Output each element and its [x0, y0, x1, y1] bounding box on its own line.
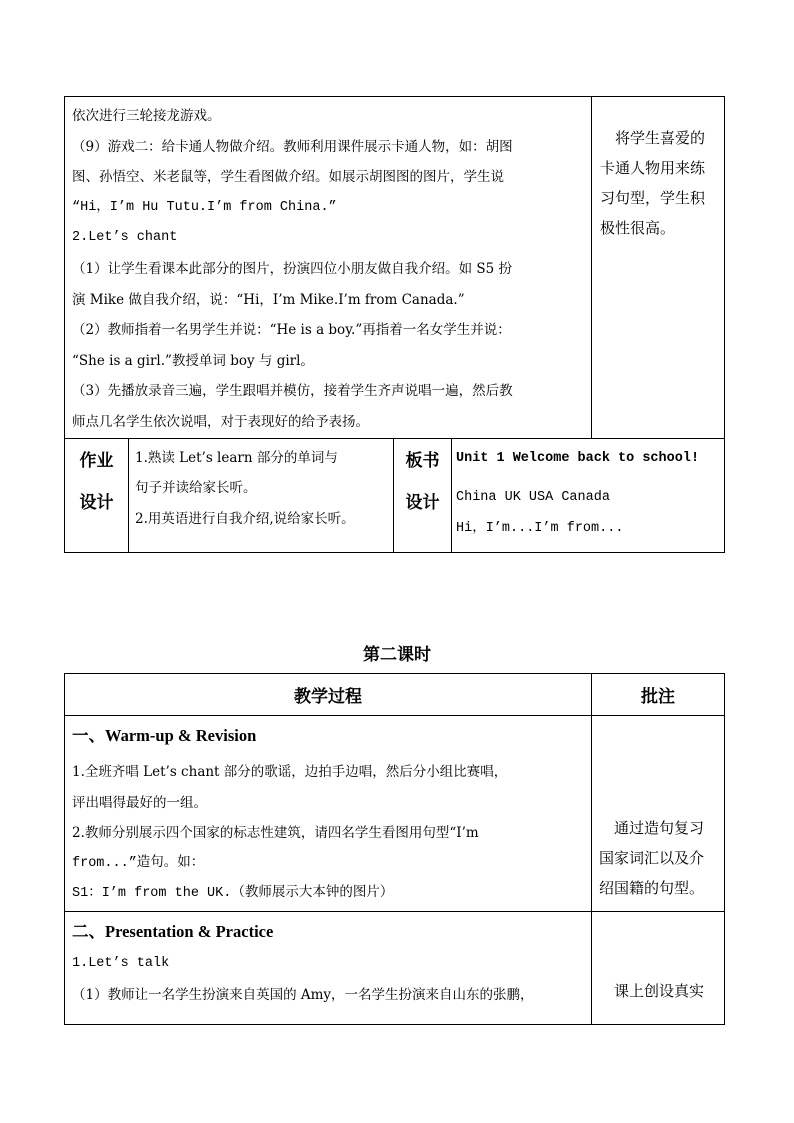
process-line: 2.Let’s chant — [72, 230, 178, 246]
header-row — [65, 674, 725, 716]
process-row — [65, 97, 725, 439]
section1-note-line: 绍国籍的句型。 — [599, 879, 705, 897]
section1-cell — [65, 716, 592, 912]
section1-note-line: 国家词汇以及介 — [599, 849, 705, 867]
board-line: China UK USA Canada — [456, 489, 610, 505]
homework-line: 1.熟读 Let’s learn 部分的单词与 — [135, 449, 338, 466]
board-label: 板书 — [405, 450, 440, 471]
section2-line: （1）教师让一名学生扮演来自英国的 Amy，一名学生扮演来自山东的张鹏， — [72, 986, 534, 1003]
note-line: 极性很高。 — [600, 219, 676, 237]
board-label: 设计 — [405, 492, 440, 513]
board-title: Unit 1 Welcome back to school! — [456, 450, 700, 466]
process-line: “Hi，I’m Hu Tutu.I’m from China.” — [72, 199, 337, 215]
section1-row — [65, 716, 725, 912]
board-label-cell — [394, 438, 452, 552]
note-line: 卡通人物用来练 — [600, 159, 706, 177]
section1-line: 2.教师分别展示四个国家的标志性建筑，请四名学生看图用句型“I’m — [72, 825, 479, 842]
process-line: （3）先播放录音三遍，学生跟唱并模仿，接着学生齐声说唱一遍，然后教 — [72, 383, 513, 400]
lesson-title: 第二课时 — [363, 645, 431, 665]
process-cell — [65, 97, 592, 439]
process-line: 师点几名学生依次说唱，对于表现好的给予表扬。 — [72, 413, 369, 430]
section2-title: 二、Presentation & Practice — [72, 922, 274, 941]
homework-label: 设计 — [79, 492, 114, 513]
section2-note-line: 课上创设真实 — [614, 982, 705, 1000]
homework-board-row — [65, 438, 725, 552]
homework-label: 作业 — [79, 450, 114, 471]
process-line: 图、孙悟空、米老鼠等，学生看图做介绍。如展示胡图图的图片，学生说 — [72, 169, 504, 186]
note-line: 将学生喜爱的 — [615, 129, 706, 147]
header-process: 教学过程 — [294, 687, 362, 707]
section2-row — [65, 912, 725, 1025]
process-line: “She is a girl.”教授单词 boy 与 girl。 — [72, 352, 314, 369]
section2-line: 1.Let’s talk — [72, 956, 170, 971]
note-cell — [592, 97, 725, 439]
section1-line: S1：I’m from the UK.（教师展示大本钟的图片） — [72, 886, 394, 902]
header-process-cell — [65, 674, 592, 716]
process-line: 演 Mike 做自我介绍，说：“Hi，I’m Mike.I’m from Canada.” — [72, 291, 465, 308]
note-text — [592, 97, 724, 243]
section1-line: 1.全班齐唱 Let’s chant 部分的歌谣，边拍手边唱，然后分小组比赛唱， — [72, 764, 508, 780]
section2-note-cell — [592, 912, 725, 1025]
process-line: （1）让学生看课本此部分的图片，扮演四位小朋友做自我介绍。如 S5 扮 — [72, 260, 513, 277]
board-line: Hi，I’m...I’m from... — [456, 520, 624, 536]
process-line: （2）教师指着一名男学生并说：“He is a boy.”再指着一名女学生并说： — [72, 322, 511, 339]
process-line: （9）游戏二：给卡通人物做介绍。教师利用课件展示卡通人物，如：胡图 — [72, 138, 513, 155]
lesson-table-two — [64, 673, 725, 1025]
process-text — [65, 97, 591, 438]
homework-line: 2.用英语进行自我介绍,说给家长听。 — [135, 510, 355, 527]
homework-line: 句子并读给家长听。 — [135, 480, 257, 497]
section1-line: from...”造句。如： — [72, 855, 205, 871]
process-line: 依次进行三轮接龙游戏。 — [72, 108, 221, 124]
note-line: 习句型，学生积 — [600, 189, 706, 207]
section1-note-line: 通过造句复习 — [614, 819, 705, 837]
homework-cell — [129, 438, 394, 552]
section2-cell — [65, 912, 592, 1025]
header-note-cell — [592, 674, 725, 716]
header-note: 批注 — [641, 687, 675, 707]
homework-label-cell — [65, 438, 129, 552]
lesson-table-continued — [64, 96, 725, 553]
section1-line: 评出唱得最好的一组。 — [72, 794, 207, 811]
board-cell — [452, 438, 725, 552]
section1-title: 一、Warm-up & Revision — [72, 726, 257, 745]
section1-note-cell — [592, 716, 725, 912]
